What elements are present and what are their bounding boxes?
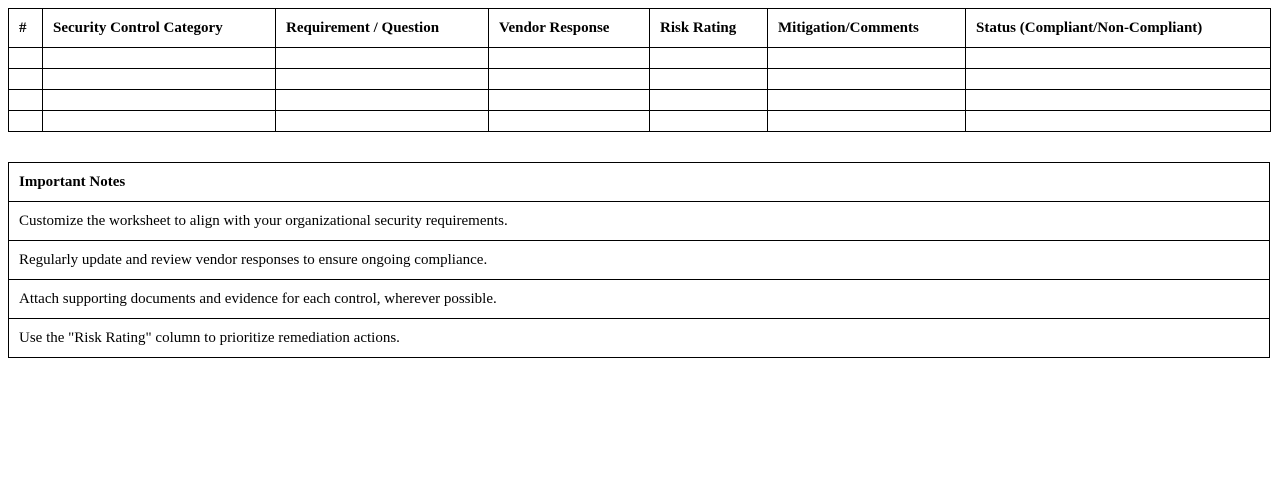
table-cell [276,69,489,90]
table-cell [966,111,1271,132]
note-item: Customize the worksheet to align with your organizational security requirements. [9,202,1270,241]
table-row [9,111,1271,132]
table-cell [43,69,276,90]
table-cell [489,69,650,90]
vendor-security-worksheet-table [8,8,1271,132]
table-cell [43,90,276,111]
column-header-security-control-category: Security Control Category [43,9,276,48]
table-cell [9,69,43,90]
table-cell [43,111,276,132]
table-cell [276,90,489,111]
note-item: Use the "Risk Rating" column to prioritize remediation actions. [9,319,1270,358]
table-cell [276,111,489,132]
table-cell [768,111,966,132]
table-cell [489,48,650,69]
column-header-vendor-response: Vendor Response [489,9,650,48]
table-cell [966,69,1271,90]
table-cell [9,48,43,69]
table-cell [489,111,650,132]
table-cell [768,90,966,111]
note-row [9,202,1270,241]
note-row [9,319,1270,358]
worksheet-header-row [9,9,1271,48]
note-row [9,280,1270,319]
column-header-status: Status (Compliant/Non-Compliant) [966,9,1271,48]
table-cell [650,48,768,69]
table-row [9,48,1271,69]
note-item: Attach supporting documents and evidence for each control, wherever possible. [9,280,1270,319]
table-cell [768,48,966,69]
table-cell [768,69,966,90]
table-cell [276,48,489,69]
table-cell [650,90,768,111]
table-cell [9,111,43,132]
table-cell [9,90,43,111]
notes-title: Important Notes [9,163,1270,202]
table-cell [966,48,1271,69]
column-header-number: # [9,9,43,48]
notes-header-row [9,163,1270,202]
table-cell [489,90,650,111]
important-notes-table [8,162,1270,358]
table-row [9,69,1271,90]
note-row [9,241,1270,280]
table-cell [650,69,768,90]
column-header-mitigation-comments: Mitigation/Comments [768,9,966,48]
column-header-risk-rating: Risk Rating [650,9,768,48]
table-cell [43,48,276,69]
table-cell [966,90,1271,111]
table-row [9,90,1271,111]
table-cell [650,111,768,132]
note-item: Regularly update and review vendor responses to ensure ongoing compliance. [9,241,1270,280]
column-header-requirement-question: Requirement / Question [276,9,489,48]
